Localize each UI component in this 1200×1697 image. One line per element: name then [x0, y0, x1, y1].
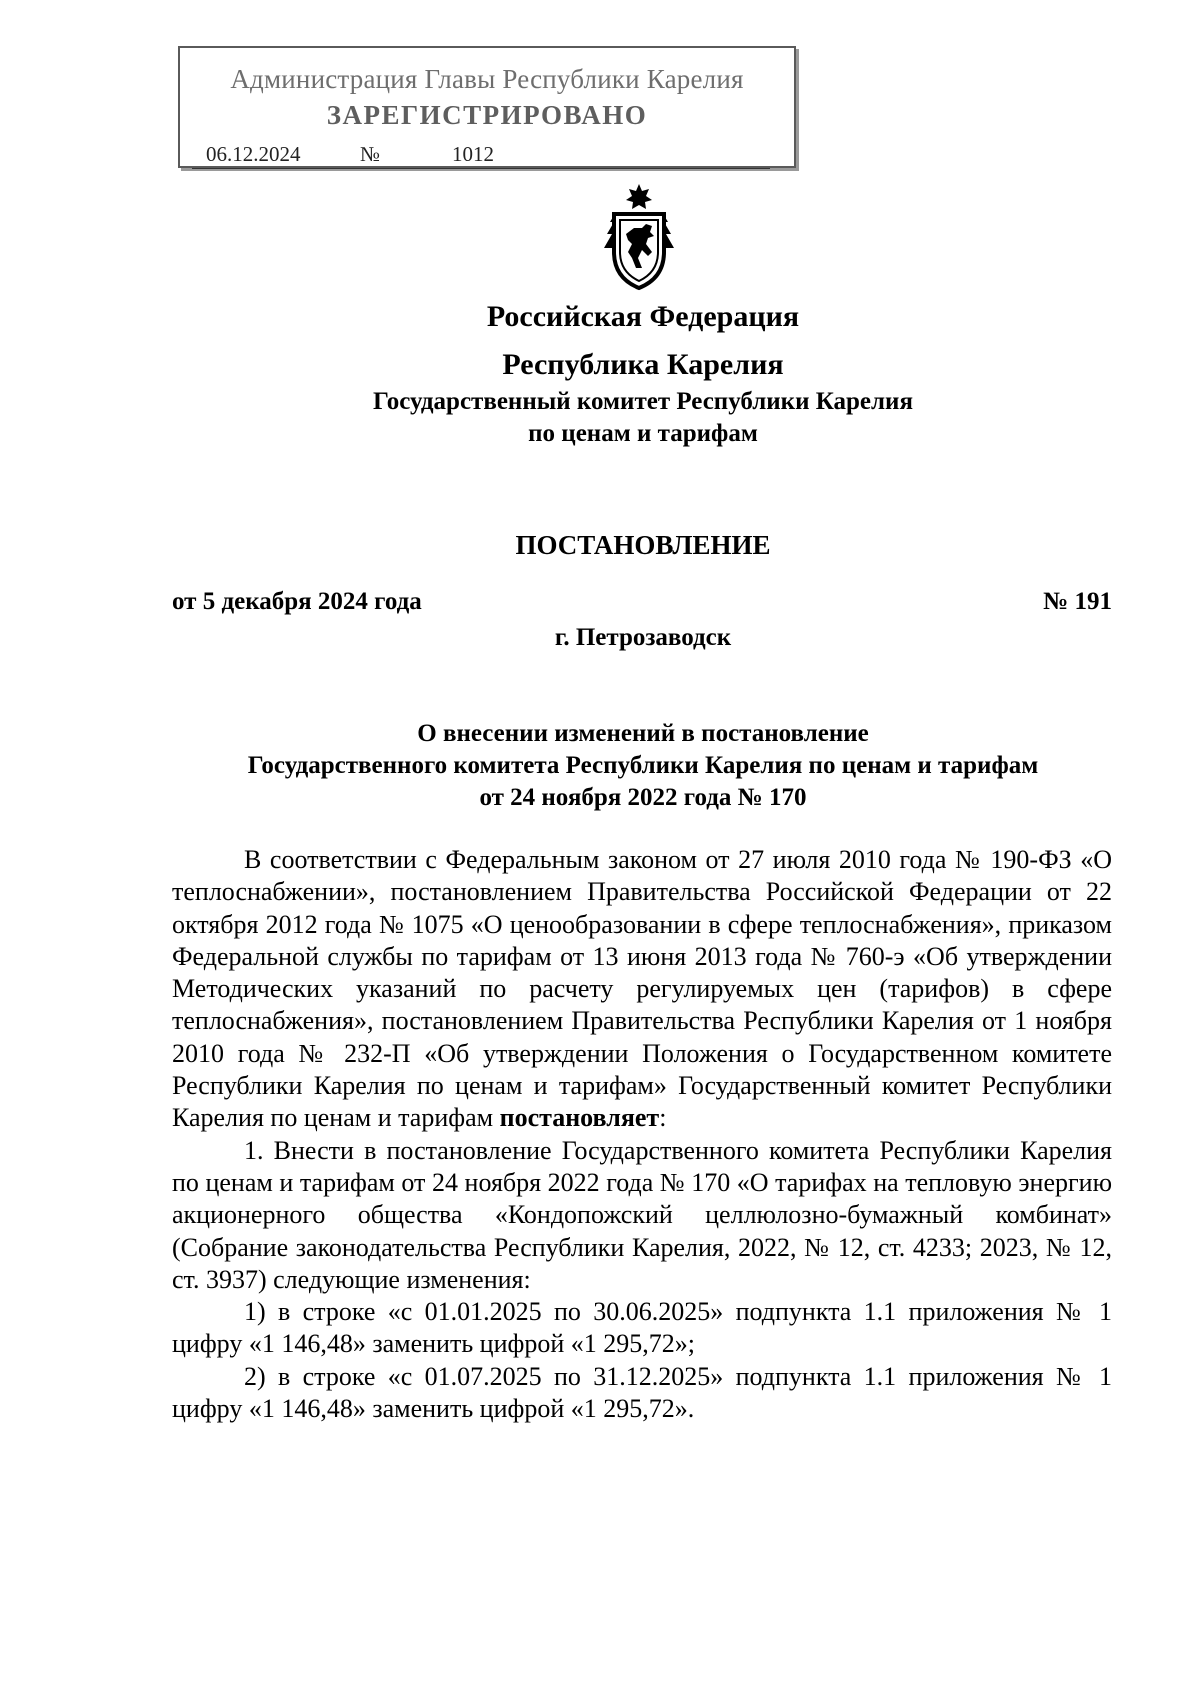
- preamble-colon: :: [659, 1103, 667, 1133]
- committee-title-line1: Государственный комитет Республики Карелия: [373, 388, 913, 415]
- document-type: ПОСТАНОВЛЕНИЕ: [515, 530, 771, 560]
- document-date: от 5 декабря 2024 года: [172, 588, 422, 615]
- committee-title-line2: по ценам и тарифам: [528, 420, 758, 447]
- stamp-number-sign: №: [360, 142, 381, 166]
- karelia-coat-of-arms-icon: [596, 182, 682, 292]
- item-1-subitem-1: 1) в строке «с 01.01.2025 по 30.06.2025» подпункта 1.1 приложения № 1 цифру «1 146,48» заменить цифрой «1 295,72»;: [172, 1297, 1112, 1359]
- preamble-text: В соответствии с Федеральным законом от 27 июля 2010 года № 190-ФЗ «О теплоснабжении», постановлением Правительства Российской Федерации от 22 октября 2012 года № 1075 «О ценообразовании в сфере теплоснабжения», приказом Федеральной службы по тарифам от 13 июня 2013 года № 760-э «Об утверждении Методических указаний по расчету регулируемых цен (тарифов) в сфере теплоснабжения», постановлением Правительства Республики Карелия от 1 ноября 2010 года № 232-П «Об утверждении Положения о Государственном комитете Республики Карелия по ценам и тарифам» Государственный комитет Республики Карелия по ценам и тарифам: [172, 845, 1112, 1133]
- country-title: Российская Федерация: [486, 300, 800, 333]
- stamp-authority: Администрация Главы Республики Карелия: [230, 64, 744, 94]
- preamble-paragraph: [172, 844, 1112, 1135]
- document-subject-line2: Государственного комитета Республики Карелия по ценам и тарифам: [247, 752, 1039, 779]
- document-subject-line1: О внесении изменений в постановление: [417, 720, 869, 747]
- document-number: № 191: [1043, 588, 1112, 615]
- registration-stamp: [178, 46, 796, 168]
- stamp-underline: [192, 168, 770, 169]
- document-subject-line3: от 24 ноября 2022 года № 170: [479, 784, 807, 811]
- item-1-subitem-2: 2) в строке «с 01.07.2025 по 31.12.2025» подпункта 1.1 приложения № 1 цифру «1 146,48» заменить цифрой «1 295,72».: [172, 1361, 1112, 1424]
- republic-title: Республика Карелия: [502, 348, 784, 381]
- stamp-number: 1012: [452, 142, 494, 166]
- document-body: [172, 844, 1112, 1425]
- stamp-registered: ЗАРЕГИСТРИРОВАНО: [326, 100, 648, 130]
- item-1-paragraph: 1. Внести в постановление Государственного комитета Республики Карелия по ценам и тарифам от 24 ноября 2022 года № 170 «О тарифах на тепловую энергию акционерного общества «Кондопожский целлюлозно-бумажный комбинат» (Собрание законодательства Республики Карелия, 2022, № 12, ст. 4233; 2023, № 12, ст. 3937) следующие изменения:: [172, 1135, 1112, 1294]
- document-city: г. Петрозаводск: [554, 624, 732, 651]
- preamble-resolves: постановляет: [499, 1103, 660, 1133]
- stamp-date: 06.12.2024: [206, 142, 301, 166]
